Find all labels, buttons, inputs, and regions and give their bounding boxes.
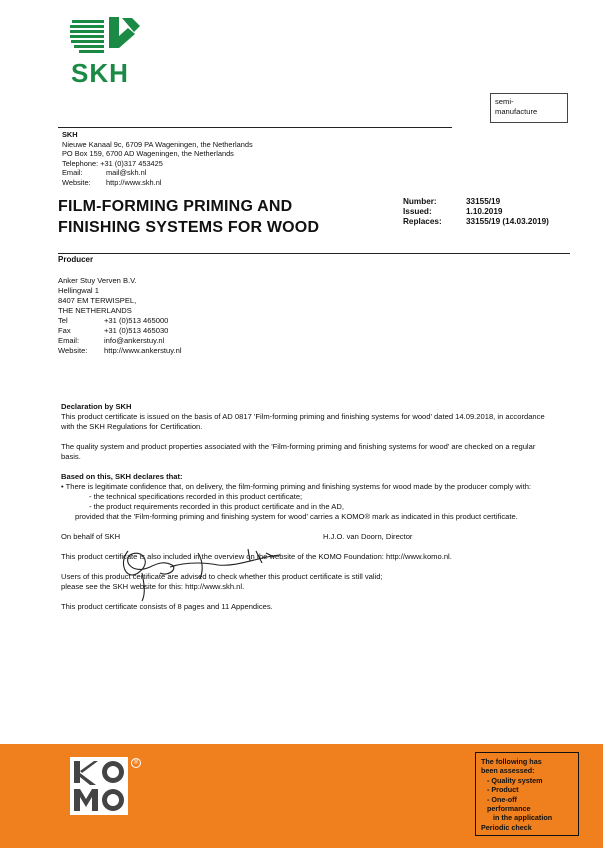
- declaration-paragraph-1: This product certificate is issued on the basis of AD 0817 'Film-forming priming and finishing systems for wood' dated 14.09.2018, in accordance with the SKH Regulations for Certification.: [61, 412, 545, 431]
- producer-fax-label: Fax: [58, 326, 71, 335]
- producer-block: [58, 276, 182, 356]
- producer-street: Hellingwal 1: [58, 286, 99, 295]
- title-line-2: FINISHING SYSTEMS FOR WOOD: [58, 219, 320, 236]
- assessed-item-one-off: - One-off: [487, 794, 517, 804]
- declaration-paragraph-5: This product certificate consists of 8 pages and 11 Appendices.: [61, 602, 273, 611]
- top-divider: [58, 127, 452, 128]
- declaration-paragraph-4a: Users of this product certificate are advised to check whether this product certificate is still valid;: [61, 572, 383, 581]
- declaration-bullet: • There is legitimate confidence that, on delivery, the film-forming priming and finishing systems for wood made by the producer comply with:: [61, 482, 532, 491]
- producer-website: http://www.ankerstuy.nl: [104, 346, 182, 355]
- number-value: 33155/19: [466, 197, 501, 206]
- assessed-line-1: The following has: [481, 757, 542, 766]
- director-name: H.J.O. van Doorn, Director: [323, 532, 413, 541]
- producer-fax: +31 (0)513 465030: [104, 326, 169, 335]
- behalf-label: On behalf of SKH: [61, 532, 121, 541]
- replaces-label: Replaces:: [403, 217, 442, 226]
- title-line-1: FILM-FORMING PRIMING AND: [58, 198, 293, 215]
- issued-label: Issued:: [403, 207, 432, 216]
- komo-registered-mark: ®: [131, 758, 141, 768]
- assessed-line-2: been assessed:: [481, 766, 535, 776]
- producer-email: info@ankerstuy.nl: [104, 336, 165, 345]
- assessed-item-performance: performance: [487, 804, 531, 814]
- declaration-paragraph-2: The quality system and product properties associated with the 'Film-forming priming and finishing systems for wood' are checked on a regular basis.: [61, 442, 536, 461]
- assessed-item-quality: - Quality system: [487, 775, 543, 785]
- issuer-email: mail@skh.nl: [106, 168, 147, 178]
- signature-icon: [98, 543, 288, 603]
- assessment-box: [475, 752, 579, 836]
- assessed-item-periodic: Periodic check: [481, 822, 532, 832]
- number-label: Number:: [403, 197, 437, 206]
- komo-logo-icon: [70, 757, 128, 815]
- declares-heading: Based on this, SKH declares that:: [61, 472, 183, 481]
- producer-website-label: Website:: [58, 346, 88, 355]
- issuer-website: http://www.skh.nl: [106, 177, 162, 187]
- producer-tel: +31 (0)513 465000: [104, 316, 169, 325]
- declaration-paragraph-4b: please see the SKH website for this: http://www.skh.nl.: [61, 582, 245, 591]
- skh-logo-text: SKH: [71, 58, 129, 88]
- issued-value: 1.10.2019: [466, 207, 503, 216]
- status-box: [490, 93, 568, 123]
- status-line-1: semi-: [495, 97, 514, 106]
- declaration-provided: provided that the 'Film-forming priming and finishing system for wood' carries a KOMO® mark as indicated in this product certificate.: [75, 512, 518, 521]
- page-title: [58, 196, 319, 238]
- declaration-sub-item-1: - the technical specifications recorded in this product certificate;: [89, 492, 303, 501]
- issuer-address-2: PO Box 159, 6700 AD Wageningen, the Netherlands: [62, 149, 234, 159]
- issuer-block: [62, 130, 253, 188]
- producer-heading: Producer: [58, 255, 94, 264]
- issuer-address-1: Nieuwe Kanaal 9c, 6709 PA Wageningen, the Netherlands: [62, 139, 253, 149]
- issuer-name: SKH: [62, 130, 78, 139]
- issuer-email-label: Email:: [62, 168, 83, 178]
- producer-city: 8407 EM TERWISPEL,: [58, 296, 137, 305]
- declaration-paragraph-3: This product certificate is also included in the overview on the website of the KOMO Foundation: http://www.komo.nl.: [61, 552, 452, 561]
- assessed-item-product: - Product: [487, 785, 519, 795]
- issuer-telephone: Telephone: +31 (0)317 453425: [62, 158, 163, 168]
- declaration-sub-item-2: - the product requirements recorded in this product certificate and in the AD,: [89, 502, 344, 511]
- producer-country: THE NETHERLANDS: [58, 306, 132, 315]
- producer-tel-label: Tel: [58, 316, 68, 325]
- status-line-2: manufacture: [495, 107, 538, 116]
- producer-name: Anker Stuy Verven B.V.: [58, 276, 137, 285]
- declaration-heading: Declaration by SKH: [61, 402, 132, 411]
- replaces-value: 33155/19 (14.03.2019): [466, 217, 549, 226]
- certificate-meta: [403, 197, 549, 227]
- issuer-website-label: Website:: [62, 177, 91, 187]
- assessed-item-application: in the application: [493, 813, 553, 823]
- producer-email-label: Email:: [58, 336, 80, 345]
- producer-divider: [58, 253, 570, 254]
